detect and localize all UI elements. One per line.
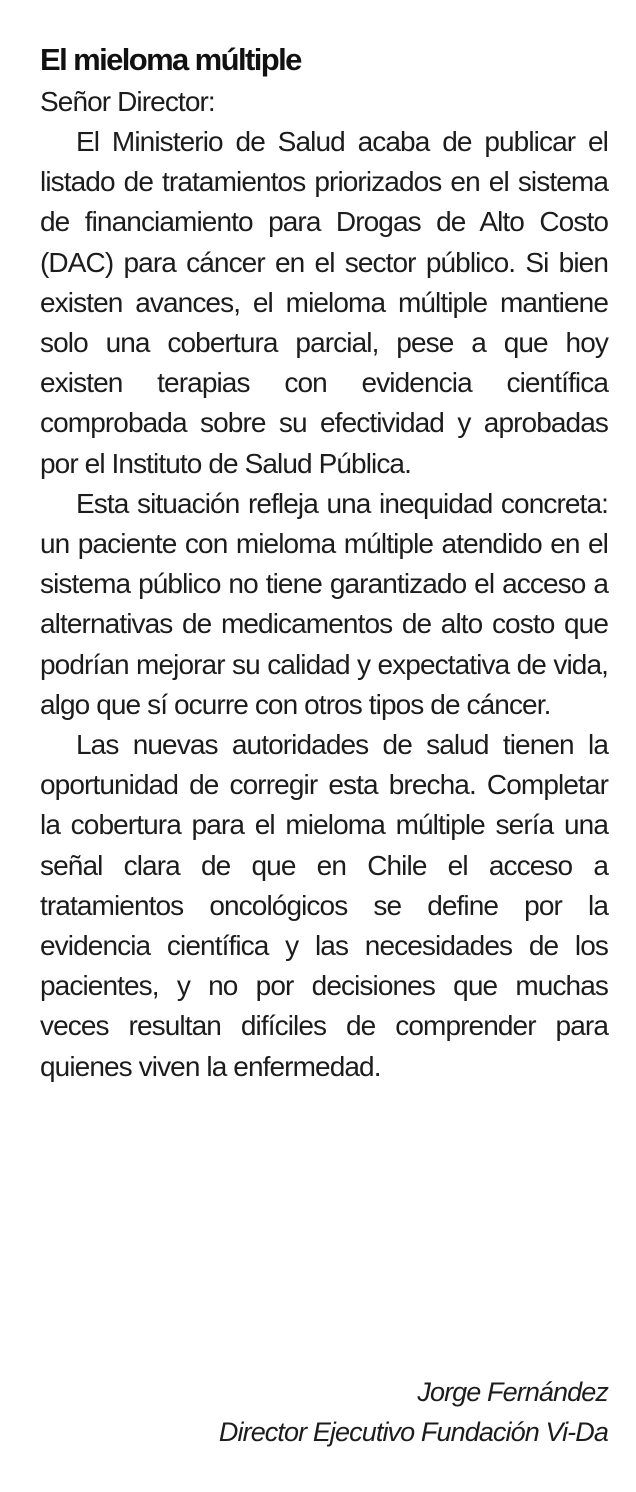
salutation: Señor Director: — [40, 86, 215, 117]
signature-title: Director Ejecutivo Fundación Vi-Da — [218, 1417, 608, 1447]
body-paragraph-3: Las nuevas autoridades de salud tienen la oportunidad de corregir esta brecha. Completar la cobertura para el mieloma múltiple sería una señal clara de que en Chile el acceso a tratamientos oncológicos se define por la evidencia científica y las necesidades de los pacientes, y no por decisiones que muchas veces resultan difíciles de comprender para quienes viven la enfermedad. — [40, 729, 608, 1082]
signature-block — [219, 1372, 608, 1452]
signature-name: Jorge Fernández — [417, 1377, 608, 1407]
body-paragraph-1: El Ministerio de Salud acaba de publicar el listado de tratamientos priorizados en el sistema de financiamiento para Drogas de Alto Costo (DAC) para cáncer en el sector público. Si bien existen avances, el mieloma múltiple mantiene solo una cobertura parcial, pese a que hoy existen terapias con evidencia científica comprobada sobre su efectividad y aprobadas por el Instituto de Salud Pública. — [40, 126, 608, 479]
body-paragraph-2: Esta situación refleja una inequidad concreta: un paciente con mieloma múltiple atendido en el sistema público no tiene garantizado el acceso a alternativas de medicamentos de alto costo que podrían mejorar su calidad y expectativa de vida, algo que sí ocurre con otros tipos de cáncer. — [40, 487, 608, 720]
headline: El mieloma múltiple — [40, 42, 301, 77]
letter-article — [40, 40, 608, 1087]
